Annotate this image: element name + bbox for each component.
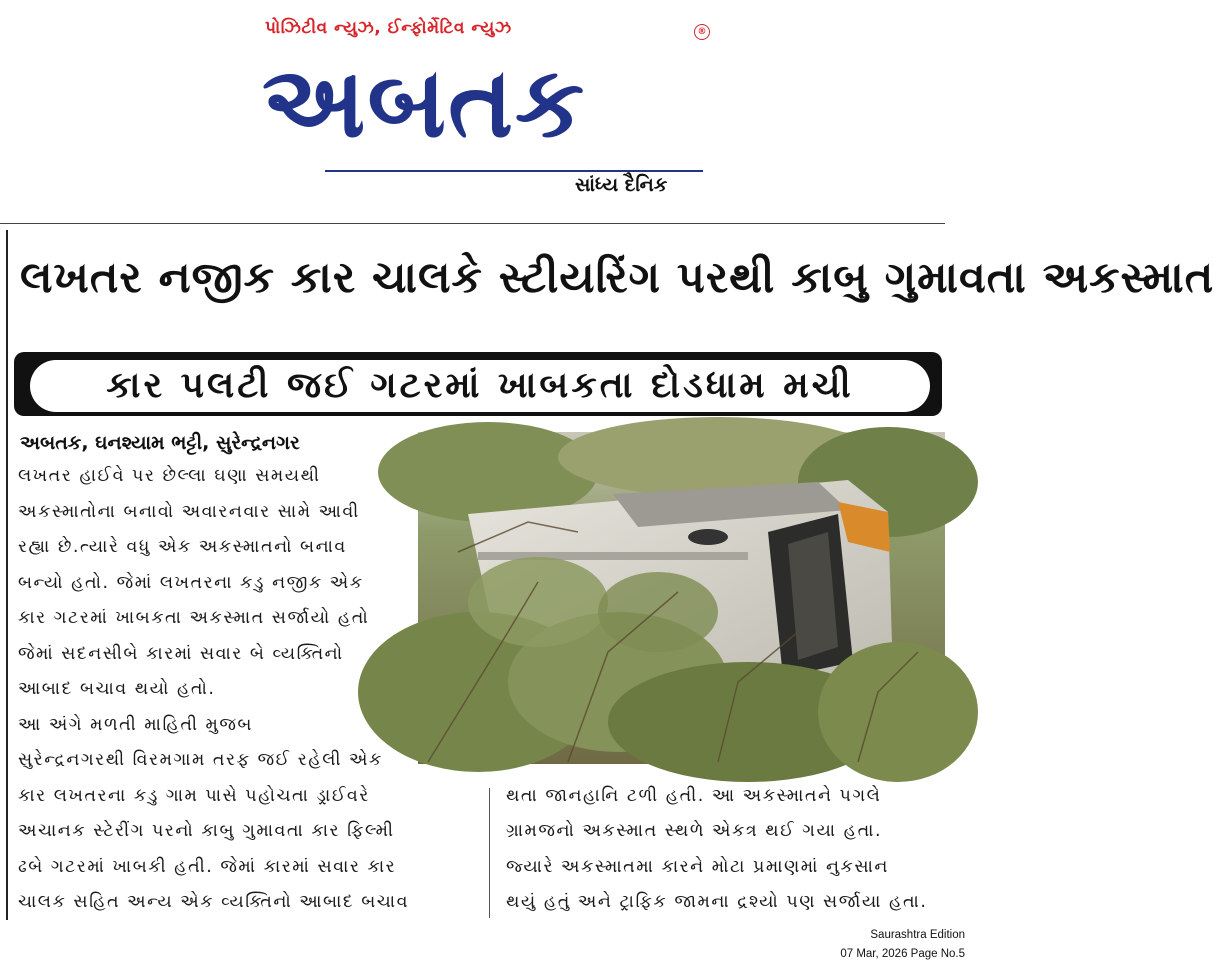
body-line: આબાદ બચાવ થયો હતો. xyxy=(18,679,216,699)
body-line: અચાનક સ્ટેરીંગ પરનો કાબુ ગુમાવતા કાર ફિલ્મી xyxy=(18,821,395,841)
body-line: રહ્યા છે.ત્યારે વધુ એક અકસ્માતનો બનાવ xyxy=(18,537,347,557)
edition-tag: સાંધ્ય દૈનિક xyxy=(575,174,668,196)
body-line: ગ્રામજનો અકસ્માત સ્થળે એકત્ર થઈ ગયા હતા. xyxy=(506,821,883,841)
article-dateline: અબતક, ઘનશ્યામ ભટ્ટી, સુરેન્દ્રનગર xyxy=(20,432,300,454)
body-line: થયું હતું અને ટ્રાફિક જામના દ્રશ્યો પણ સર્જાયા હતા. xyxy=(506,892,928,912)
edition-label: Saurashtra Edition xyxy=(870,929,965,941)
logo-underline xyxy=(325,170,703,172)
date-page-label: 07 Mar, 2026 Page No.5 xyxy=(840,948,965,960)
body-line: ચાલક સહિત અન્ય એક વ્યક્તિનો આબાદ બચાવ xyxy=(18,892,409,912)
body-line: સુરેન્દ્રનગરથી વિરમગામ તરફ જઈ રહેલી એક xyxy=(18,750,383,770)
body-line: જેમાં સદનસીબે કારમાં સવાર બે વ્યક્તિનો xyxy=(18,644,344,664)
body-line: કાર ગટરમાં ખાબકતા અકસ્માત સર્જાયો હતો xyxy=(18,608,370,628)
masthead-divider xyxy=(0,223,945,224)
article-headline: લખતર નજીક કાર ચાલકે સ્ટીયરિંગ પરથી કાબુ ગુમાવતા અકસ્માત xyxy=(20,253,1214,303)
body-line: બન્યો હતો. જેમાં લખતરના કડુ નજીક એક xyxy=(18,573,364,593)
body-line: થતા જાનહાનિ ટળી હતી. આ અકસ્માતને પગલે xyxy=(506,786,882,806)
accident-photo xyxy=(418,432,945,764)
body-line: કાર લખતરના કડુ ગામ પાસે પહોચતા ડ્રાઈવરે xyxy=(18,786,370,806)
newspaper-logo: અબતક xyxy=(262,46,587,160)
body-line: જ્યારે અકસ્માતમા કારને મોટા પ્રમાણમાં નુકસાન xyxy=(506,857,889,877)
column-divider xyxy=(489,788,490,918)
article-left-border xyxy=(6,230,8,920)
masthead-tagline: પોઝિટીવ ન્યુઝ, ઈન્ફોર્મેટિવ ન્યુઝ xyxy=(265,18,512,38)
body-line: આ અંગે મળતી માહિતી મુજબ xyxy=(18,715,253,735)
article-subheadline: કાર પલટી જઈ ગટરમાં ખાબકતા દોડધામ મચી xyxy=(106,365,854,406)
body-line: ઢબે ગટરમાં ખાબકી હતી. જેમાં કારમાં સવાર કાર xyxy=(18,857,397,877)
registered-mark-icon: ® xyxy=(694,24,710,40)
body-line: લખતર હાઈવે પર છેલ્લા ઘણા સમયથી xyxy=(18,466,321,486)
body-line: અકસ્માતોના બનાવો અવારનવાર સામે આવી xyxy=(18,502,360,522)
